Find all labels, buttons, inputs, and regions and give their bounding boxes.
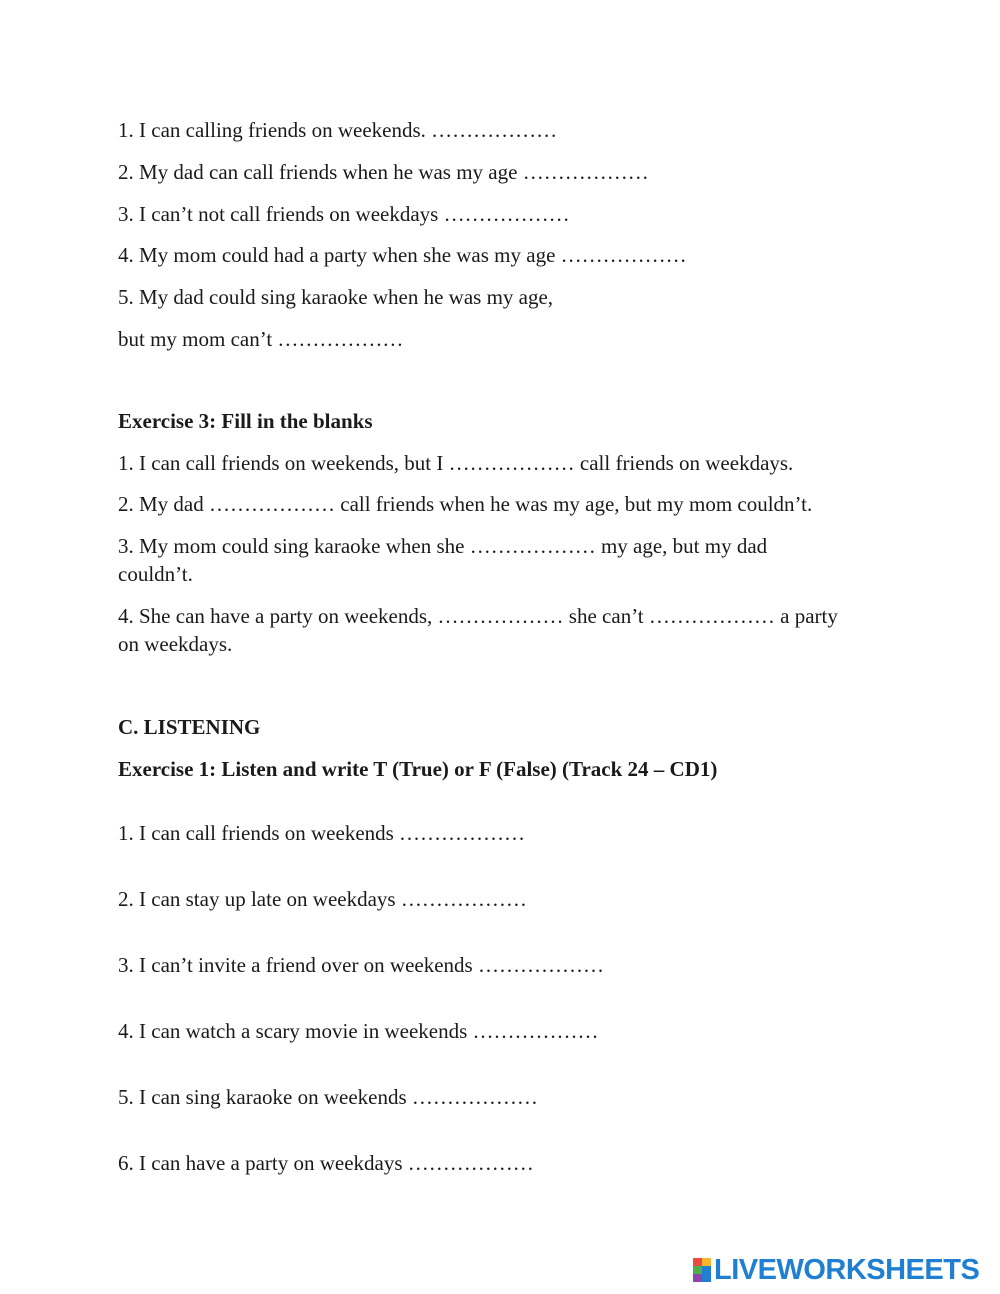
exercise2-item-3: 3. I can’t not call friends on weekdays ………………: [118, 202, 570, 226]
liveworksheets-logo-mark-icon: [693, 1258, 711, 1282]
section-title-listening: C. LISTENING: [118, 715, 261, 739]
exercise3-item-2: 2. My dad ……………… call friends when he was my age, but my mom couldn’t.: [118, 492, 813, 516]
exercise3-item-4: 4. She can have a party on weekends, ……………… she can’t ……………… a party on weekdays.: [118, 604, 838, 656]
exercise3-item-1: 1. I can call friends on weekends, but I ……………… call friends on weekdays.: [118, 451, 794, 475]
exercise2-item-5-continued: but my mom can’t ………………: [118, 327, 404, 351]
exercise2-item-2: 2. My dad can call friends when he was my age ………………: [118, 160, 649, 184]
listening-item-6: 6. I can have a party on weekdays ………………: [118, 1151, 534, 1175]
exercise3-heading: Exercise 3: Fill in the blanks: [118, 409, 373, 433]
listening-item-5: 5. I can sing karaoke on weekends ………………: [118, 1085, 538, 1109]
exercise2-item-4: 4. My mom could had a party when she was my age ………………: [118, 243, 687, 267]
liveworksheets-logo-text: LIVEWORKSHEETS: [714, 1254, 980, 1286]
listening-exercise1-heading: Exercise 1: Listen and write T (True) or F (False) (Track 24 – CD1): [118, 757, 718, 781]
listening-item-1: 1. I can call friends on weekends ………………: [118, 821, 526, 845]
listening-item-2: 2. I can stay up late on weekdays ………………: [118, 887, 527, 911]
exercise2-item-1: 1. I can calling friends on weekends. ………………: [118, 118, 558, 142]
listening-item-4: 4. I can watch a scary movie in weekends ………………: [118, 1019, 599, 1043]
liveworksheets-logo: [693, 1255, 979, 1285]
listening-item-3: 3. I can’t invite a friend over on weekends ………………: [118, 953, 604, 977]
exercise2-item-5: 5. My dad could sing karaoke when he was my age,: [118, 285, 554, 309]
exercise3-item-3: 3. My mom could sing karaoke when she ……………… my age, but my dad couldn’t.: [118, 534, 768, 586]
